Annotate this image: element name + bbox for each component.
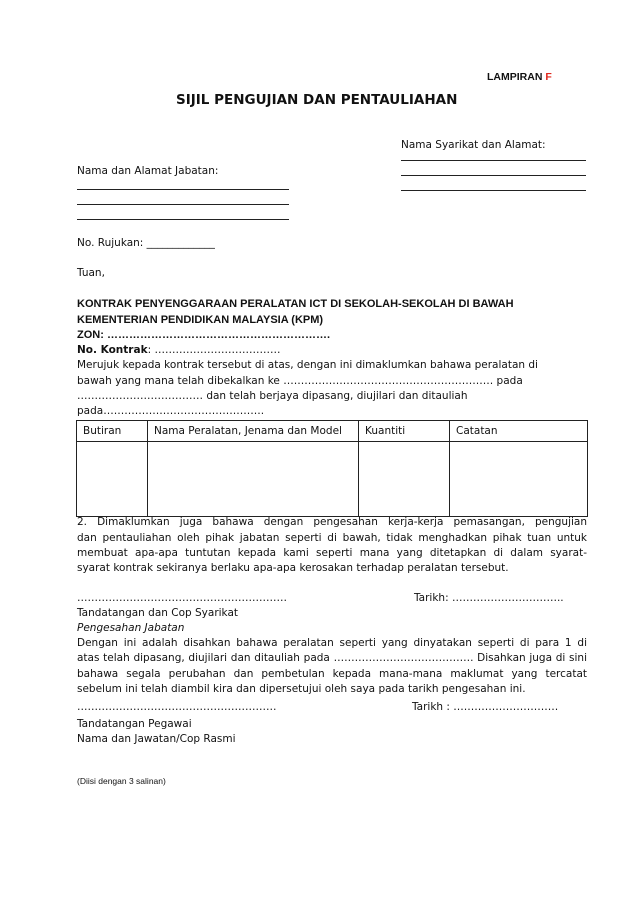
contract-dots: : ……………………………… [147,344,281,356]
department-line-3 [77,219,289,220]
header-catatan: Catatan [450,421,588,442]
cell-butiran[interactable] [77,442,148,517]
cell-catatan[interactable] [450,442,588,517]
company-line-3 [401,190,586,191]
intro-line-2: bawah yang mana telah dibekalkan ke …………………………………………………… pada [77,375,523,387]
subject-line-1: KONTRAK PENYENGGARAAN PERALATAN ICT DI SEKOLAH-SEKOLAH DI BAWAH [77,298,514,310]
lampiran-text: LAMPIRAN [487,71,543,83]
company-line-1 [401,160,586,161]
para2-line-2: dan pentauliahan oleh pihak jabatan seperti di bawah, tidak menghadkan pihak tuan untuk [77,532,587,544]
company-signature-dots: …………………………………………………… [77,592,287,604]
cell-kuantiti[interactable] [359,442,450,517]
header-butiran: Butiran [77,421,148,442]
officer-name-position: Nama dan Jawatan/Cop Rasmi [77,733,236,745]
intro-line-3: ……………………………… dan telah berjaya dipasang, diujilari dan ditauliah [77,390,468,402]
para2-line-4: syarat kontrak sekiranya berlaku apa-apa kerosakan terhadap peralatan tersebut. [77,562,509,574]
table-row [77,442,588,517]
verification-line-3: bahawa segala perubahan dan pembetulan kepada mana-mana maklumat yang tercatat [77,668,587,680]
officer-signature-label: Tandatangan Pegawai [77,718,192,730]
company-line-2 [401,175,586,176]
lampiran-letter: F [545,71,552,83]
copies-note: (Diisi dengan 3 salinan) [77,776,166,786]
verification-line-2: atas telah dipasang, diujilari dan ditauliah pada …………………………………. Disahkan juga di sini [77,652,587,664]
para2-line-3: membuat apa-apa tuntutan kepada kami seperti mana yang ditetapkan di dalam syarat- [77,547,587,559]
lampiran-label [487,71,552,83]
header-nama-peralatan: Nama Peralatan, Jenama dan Model [148,421,359,442]
header-kuantiti: Kuantiti [359,421,450,442]
department-label: Nama dan Alamat Jabatan: [77,165,219,177]
intro-line-4: pada………………………………………. [77,405,265,417]
contract-label: No. Kontrak [77,344,148,356]
intro-line-1: Merujuk kepada kontrak tersebut di atas, dengan ini dimaklumkan bahawa peralatan di [77,359,538,371]
company-label: Nama Syarikat dan Alamat: [401,139,546,151]
document-title: SIJIL PENGUJIAN DAN PENTAULIAHAN [176,92,458,108]
equipment-table [76,420,588,517]
company-signature-label: Tandatangan dan Cop Syarikat [77,607,239,619]
table-header-row [77,421,588,442]
company-date: Tarikh: ………………………….. [414,592,564,604]
contract-number [77,344,280,356]
department-line-2 [77,204,289,205]
officer-signature-dots: ………………………………………………… [77,701,277,713]
department-line-1 [77,189,289,190]
subject-line-2: KEMENTERIAN PENDIDIKAN MALAYSIA (KPM) [77,314,324,326]
verification-heading: Pengesahan Jabatan [77,622,185,634]
verification-line-4: sebelum ini telah diambil kira dan dipersetujui oleh saya pada tarikh pengesahan ini. [77,683,526,695]
reference-number: No. Rujukan: _____________ [77,237,215,249]
zone-line: ZON: ……………………………………………………. [77,329,330,341]
verification-line-1: Dengan ini adalah disahkan bahawa peralatan seperti yang dinyatakan seperti di para 1 di [77,637,587,649]
cell-nama-peralatan[interactable] [148,442,359,517]
officer-date: Tarikh : ………………………… [412,701,559,713]
para2-line-1: 2. Dimaklumkan juga bahawa dengan pengesahan kerja-kerja pemasangan, pengujian [77,516,587,528]
salutation: Tuan, [77,267,105,279]
